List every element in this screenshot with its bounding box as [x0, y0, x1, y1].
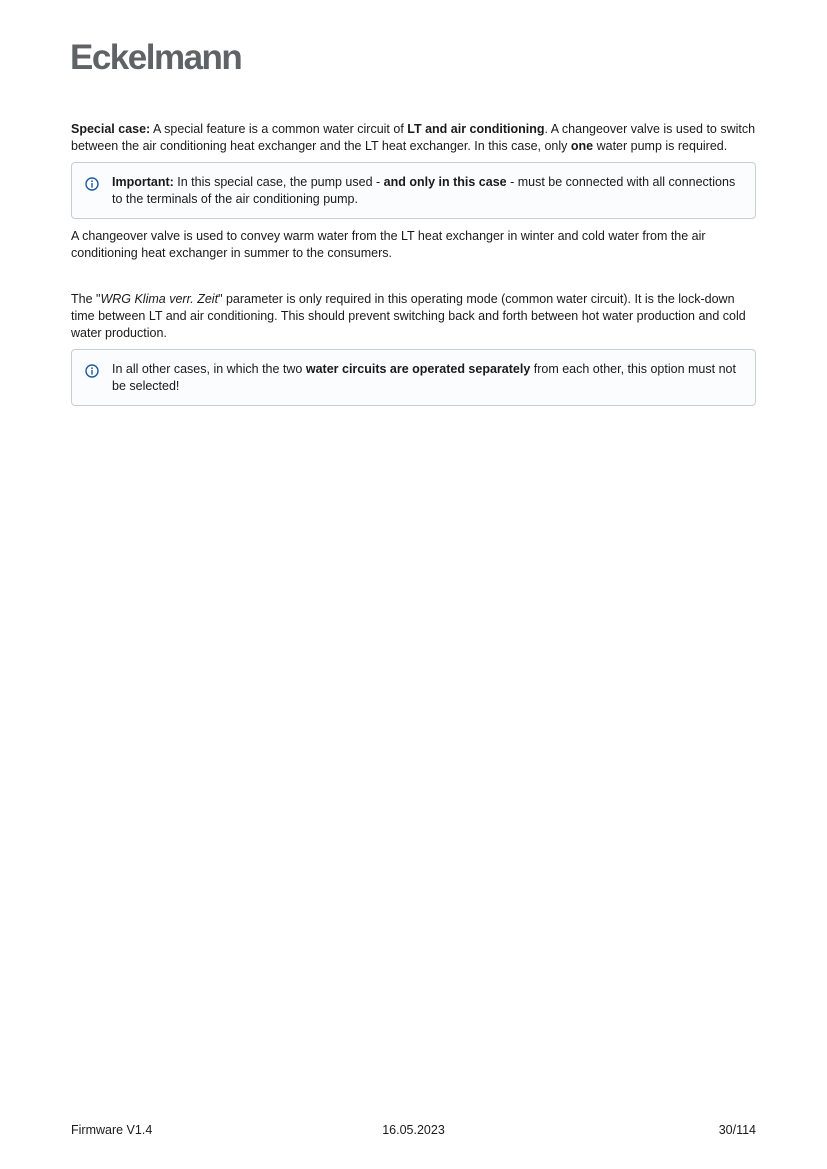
- para3-text-2: " parameter is only required in this operating mode (common water circuit). It is the lock-down time between LT and air conditioning. This should prevent switching back and forth between hot water production and cold water production.: [71, 292, 746, 340]
- para3-text-1: The ": [71, 292, 101, 306]
- footer-date: 16.05.2023: [382, 1123, 445, 1137]
- footer-page-number: 30/114: [718, 1123, 756, 1137]
- note2-bold-1: water circuits are operated separately: [305, 362, 531, 376]
- note1-text-2: - must be connected with all connections to the terminals of the air conditioning pump.: [112, 175, 736, 206]
- main-content: [71, 121, 756, 406]
- note2-text-1: In all other cases, in which the two: [112, 362, 306, 376]
- parameter-name: WRG Klima verr. Zeit: [100, 292, 219, 306]
- info-icon: [85, 177, 99, 191]
- note1-bold-1: and only in this case: [383, 175, 507, 189]
- para1-text-2: . A changeover valve is used to switch between the air conditioning heat exchanger and the LT heat exchanger. In this case, only: [71, 122, 756, 153]
- para1-bold-2: one: [570, 139, 594, 153]
- special-case-label: Special case:: [71, 122, 151, 136]
- note2-text-2: from each other, this option must not be selected!: [112, 362, 736, 393]
- para1-text-1: A special feature is a common water circuit of: [150, 122, 408, 136]
- important-label: Important:: [112, 175, 174, 189]
- special-case-paragraph: [71, 121, 756, 155]
- para1-bold-1: LT and air conditioning: [407, 122, 545, 136]
- info-icon: [85, 364, 99, 378]
- footer-firmware: Firmware V1.4: [71, 1123, 153, 1137]
- separate-circuits-note: [71, 349, 756, 406]
- wrg-parameter-paragraph: [71, 291, 756, 342]
- para1-text-3: water pump is required.: [593, 139, 728, 153]
- important-note: [71, 162, 756, 219]
- changeover-valve-paragraph: A changeover valve is used to convey warm water from the LT heat exchanger in winter and cold water from the air conditioning heat exchanger in summer to the consumers.: [71, 229, 706, 260]
- note1-text-1: In this special case, the pump used -: [173, 175, 384, 189]
- eckelmann-logo: Eckelmann: [70, 38, 242, 77]
